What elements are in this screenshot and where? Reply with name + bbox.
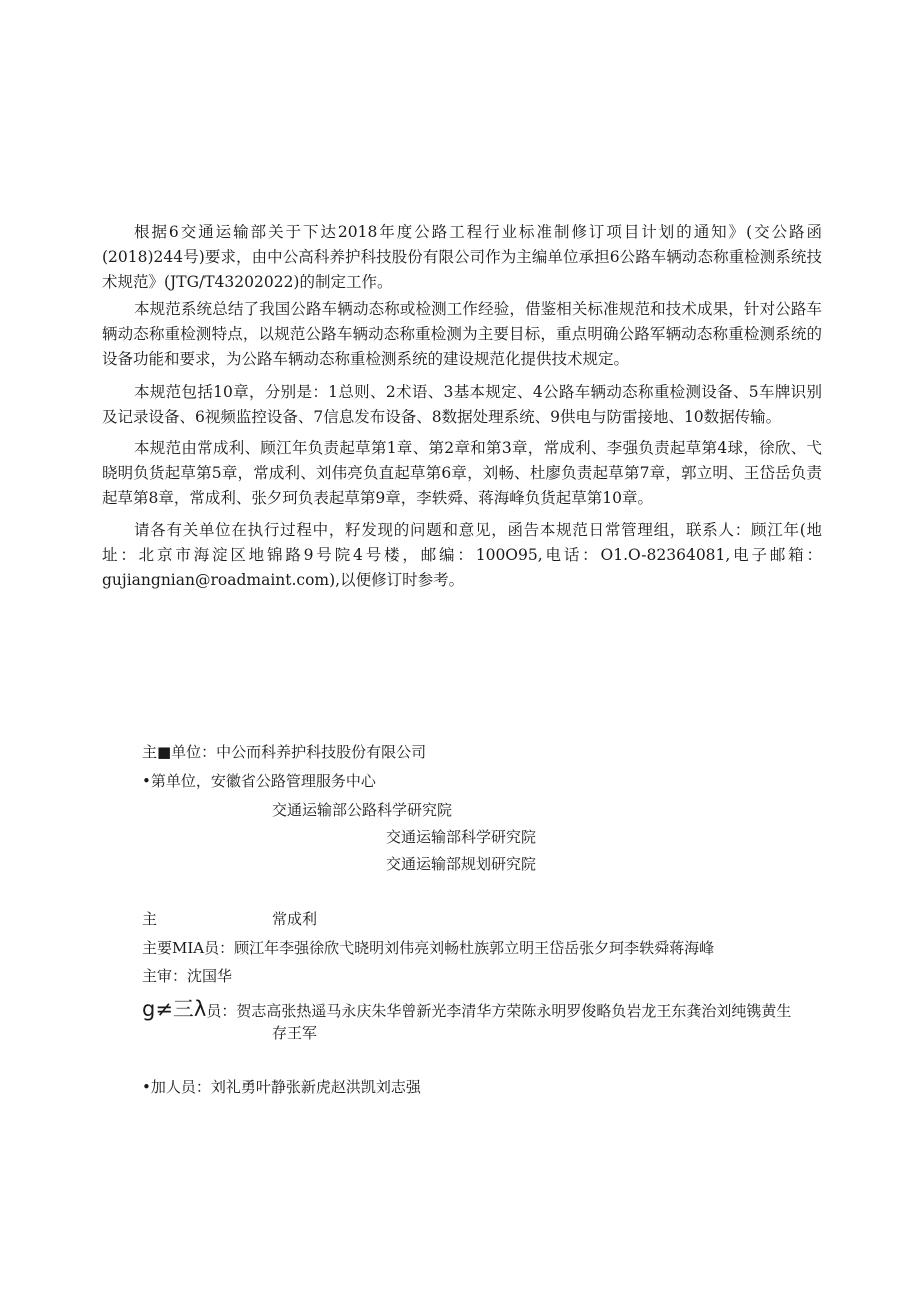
participating-unit-4: 交通运输部规划研究院 [386, 855, 537, 873]
chief-editor-line [142, 908, 318, 929]
chief-unit-line: 主■单位：中公而科养护科技股份有限公司 [142, 743, 427, 761]
reviewers-label: g≠三λ [142, 997, 207, 1021]
preface-paragraph-1: 根据6交通运输部关于下达2018年度公路工程行业标准制修订项目计划的通知》(交公路函(2018)244号)要求，由中公高科养护科技股份有限公司作为主编单位承担6公路车辆动态称重检测系统技术规范》(JTG/T43202022)的制定工作。 [102, 223, 822, 291]
preface-paragraph-2: 本规范系统总结了我国公路车辆动态称或检测工作经验，借鉴相关标准规范和技术成果，针对公路车辆动态称重检测特点，以规范公路车辆动态称重检测为主要目标，重点明确公路军辆动态称重检测系统的设备功能和要求，为公路车辆动态称重检测系统的建设规范化提供技术规定。 [102, 300, 822, 368]
preface-paragraph-4: 本规范由常成利、顾江年负责起草第1章、第2章和第3章，常成利、李强负责起草第4球，徐欣、弋晓明负货起草第5章，常成利、刘伟亮负直起草第6章，刘畅、杜廖负责起草第7章，郭立明、王岱岳负责起草第8章，常成利、张夕珂负表起草第9章，李轶舜、蒋海峰负货起草第10章。 [102, 439, 822, 507]
participating-unit-3: 交通运输部科学研究院 [386, 828, 537, 846]
preface-paragraph-3: 本规范包括10章，分别是：1总则、2术语、3基本规定、4公路车辆动态称重检测设备、5车牌识别及记录设备、6视频监控设备、7信息发布设备、8数据处理系统、9供电与防雷接地、10数据传输。 [102, 383, 822, 426]
participating-unit-line: •第单位，安徽省公路管理服务中心 [142, 772, 376, 790]
participants-line: •加人员：刘礼勇叶静张新虎赵洪凯刘志强 [142, 1078, 421, 1096]
drafters-line: 主要MIA员：顾江年李强徐欣弋晓明刘伟亮刘畅杜族郭立明王岱岳张夕珂李轶舜蒋海峰 [142, 939, 715, 957]
reviewers-line-continued: 存王军 [272, 1024, 318, 1042]
reviewers-line [142, 993, 791, 1023]
preface-paragraph-5: 请各有关单位在执行过程中，籽发现的问题和意见，函告本规范日常管理组，联系人：顾江年(地址：北京市海淀区地锦路9号院4号楼，邮编：100O95,电话：O1.O-82364081,电子邮箱：gujiangnian@roadmaint.com),以便修订时参考。 [102, 521, 822, 589]
participating-unit-2: 交通运输部公路科学研究院 [272, 801, 453, 819]
chief-reviewer-line: 主审：沈国华 [142, 967, 233, 985]
reviewers-names: 员：贺志高张热遥马永庆朱华曾新光李清华方荣陈永明罗俊略负岩龙王东龚治刘纯镌黄生 [206, 1002, 792, 1020]
chief-editor-label: 主 [142, 910, 158, 928]
chief-editor-name: 常成利 [272, 910, 318, 928]
